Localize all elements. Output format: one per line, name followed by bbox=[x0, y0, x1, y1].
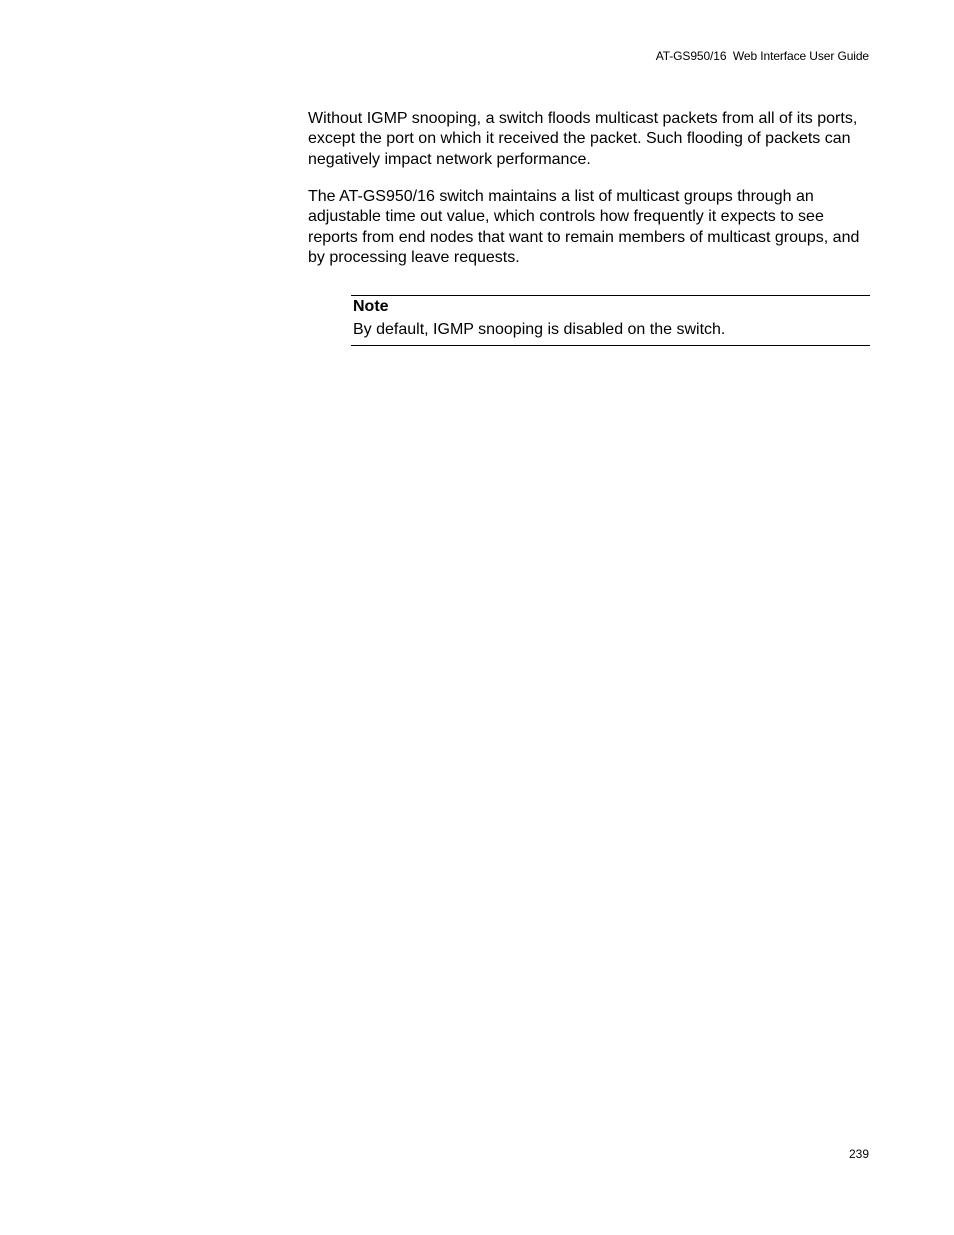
page-number: 239 bbox=[848, 1147, 869, 1161]
body-paragraph-2: The AT-GS950/16 switch maintains a list of multicast groups through an adjustable time out value, which controls how frequently it expects to see reports from end nodes that want to remain members of multicast groups, and by processing leave requests. bbox=[308, 188, 860, 266]
note-text: By default, IGMP snooping is disabled on the switch. bbox=[353, 321, 726, 338]
note-box bbox=[351, 295, 870, 346]
note-title: Note bbox=[353, 298, 389, 315]
running-header: AT-GS950/16 Web Interface User Guide bbox=[655, 49, 869, 63]
body-paragraph-1: Without IGMP snooping, a switch floods multicast packets from all of its ports, except the port on which it received the packet. Such flooding of packets can negatively impact network performance. bbox=[308, 110, 858, 168]
